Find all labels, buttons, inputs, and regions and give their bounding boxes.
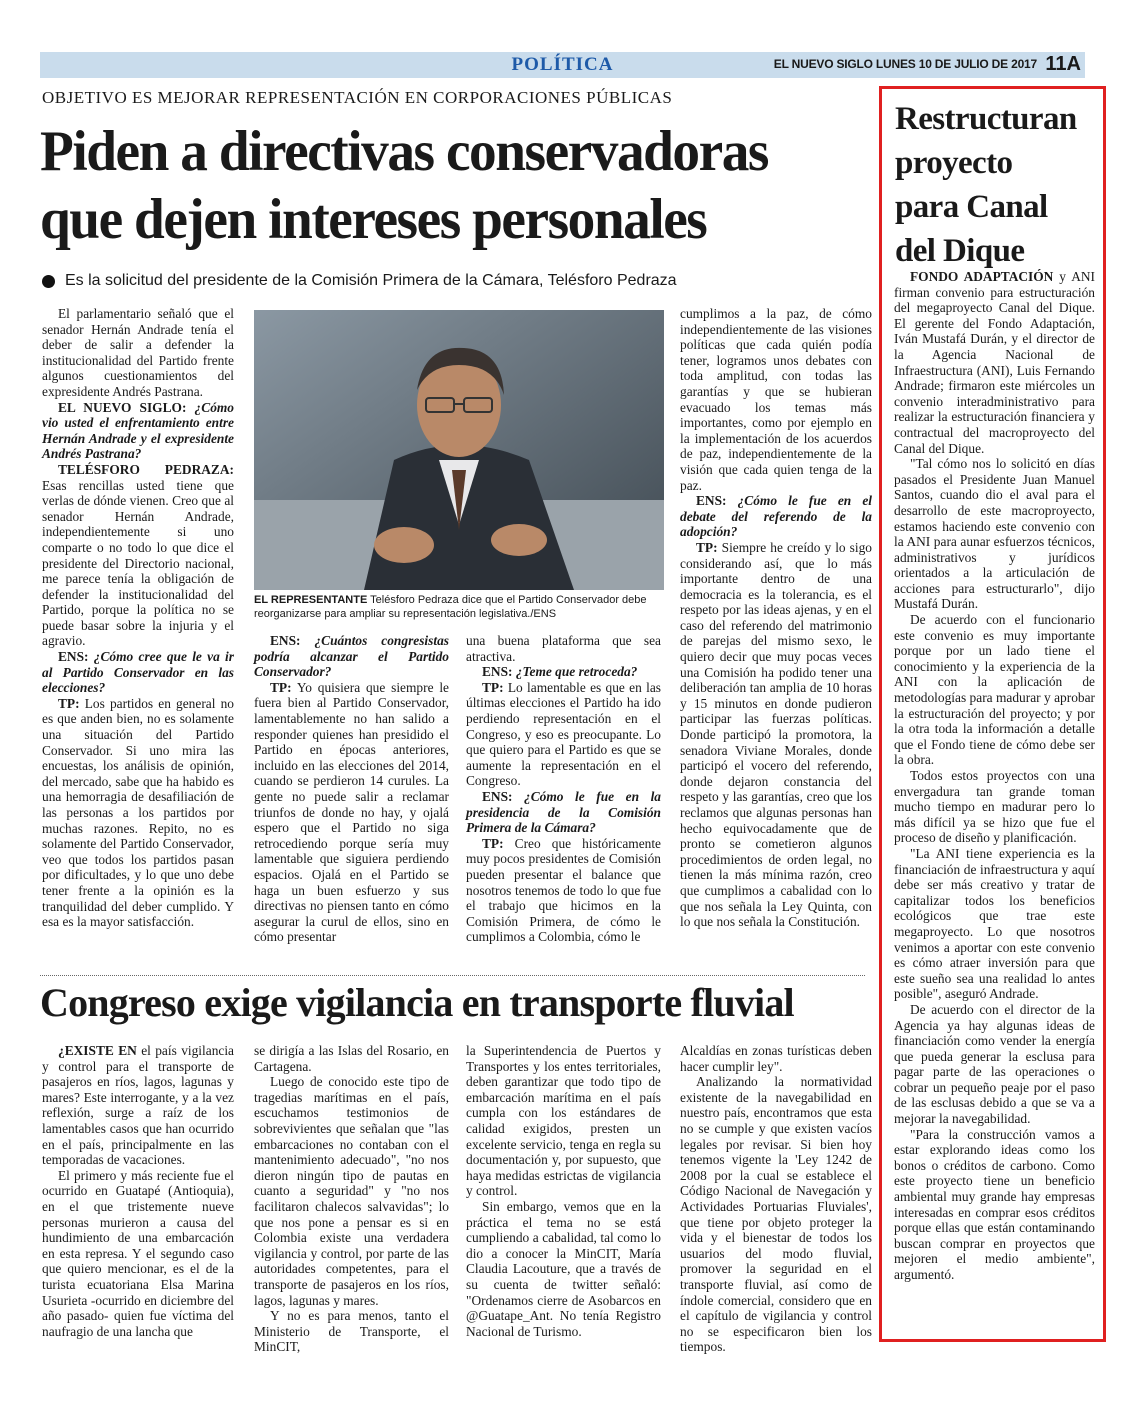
article-column-1 [42, 306, 234, 930]
speaker-label: ENS: [482, 788, 513, 804]
article-column-3 [466, 633, 661, 945]
headline-line-2: que dejen intereses personales [40, 188, 707, 251]
paragraph-text: y ANI firman convenio para estructuración del megaproyecto Canal del Dique. El gerente del Fondo Adaptación, Iván Mustafá Durán, y el director de la Agencia Nacional de Infraestructura (ANI), Luis Fernando Andrade; firmaron este miércoles un convenio interadministrativo para realizar la estructuración financiera y contractual del macroproyecto del Canal del Dique. [894, 269, 1096, 456]
paragraph [254, 1043, 449, 1074]
paragraph-text: Creo que históricamente muy pocos presidentes de Comisión pueden presentar el balance que nosotros tenemos de todo lo que fue el trabajo que hicimos en la Comisión Primera, de cómo le cumplimos a Colombia, cómo le [466, 835, 661, 945]
paragraph-text: Esas rencillas usted tiene que verlas de dónde vienen. Creo que al senador Hernán Andrade, independientemente si uno comparte o no todo lo que dice el presidente del Directorio nacional, me parece tenía la obligación de defender la institucionalidad del Partido, porque la política no se puede basar sobre la injuria y el agravio. [42, 477, 234, 649]
paragraph [466, 1199, 661, 1339]
article2-headline: Congreso exige vigilancia en transporte fluvial [40, 980, 794, 1025]
article-deck [42, 272, 677, 290]
paragraph [42, 1168, 234, 1340]
paragraph [42, 306, 234, 400]
speaker-label: ENS: [270, 633, 301, 648]
paragraph [894, 1002, 1095, 1127]
portrait-photo [254, 310, 664, 590]
speaker-label: ENS: [696, 493, 727, 509]
paragraph-text: Yo quisiera que siempre le fuera bien al Partido Conservador, lamentablemente no han salido a responder quienes han presidido el Partido en épocas anteriores, incluido en las elecciones del 2014, cuando se perdieron 14 curules. La gente no puede salir a reclamar triunfos de donde no hay, y ojalá espero que el Partido no siga retrocediendo porque sería muy lamentable que siguiera perdiendo espacios. Ojalá en el Partido se haga un buen esfuerzo y sus directivas no piensen tanto en cómo asegurar la curul de ellos, sino en cómo presentar [254, 679, 449, 945]
publication-dateline: EL NUEVO SIGLO LUNES 10 DE JULIO DE 2017 [773, 57, 1037, 71]
paragraph [680, 1043, 872, 1074]
paragraph-text: Y no es para menos, tanto el Ministerio de Transporte, el MinCIT, [254, 1308, 449, 1355]
sidebar-headline-line: para Canal [895, 189, 1048, 225]
paragraph [894, 269, 1095, 456]
question-text: ¿Cuántos congresistas podría alcanzar el Partido Conservador? [254, 633, 449, 680]
paragraph [894, 612, 1095, 768]
headline-line-1: Piden a directivas conservadoras [40, 120, 768, 183]
section-label: POLÍTICA [511, 54, 614, 75]
paragraph-text: Siempre he creído y lo sigo considerando así, que lo más importante dentro de una democracia es la tolerancia, es el respeto por las ideas ajenas, y en el caso del referendo del matrimonio de parejas del mismo sexo, le quiero decir que muy pocas veces una Comisión ha podido tener una deliberación tan amplia de 10 horas y 15 minutos en donde pudieron participar las fuerzas políticas. Donde participó la promotora, la senadora Viviane Morales, donde participó el vocero del referendo, donde dejaron constancia del respeto y las garantías, creo que los reclamos que algunas personas han hecho equivocadamente que de pronto se cometieron algunos procedimientos de orden legal, no tienen la más mínima razón, creo que cumplimos a cabalidad con lo que nos señala la Ley Quinta, con lo que nos señala la Constitución. [680, 539, 872, 930]
speaker-label: TP: [482, 679, 504, 695]
paragraph-text: una buena plataforma que sea atractiva. [466, 633, 661, 664]
paragraph [42, 649, 234, 696]
person-portrait-image [254, 310, 664, 590]
article2-column-2 [254, 1043, 449, 1355]
paragraph [894, 1127, 1095, 1283]
paragraph [894, 846, 1095, 1002]
question-text: ¿Cómo cree que le va ir al Partido Conservador en las elecciones? [42, 649, 234, 696]
paragraph-text: Sin embargo, vemos que en la práctica el tema no se está cumpliendo a cabalidad, tal como lo dio a conocer la MinCIT, María Claudia Lacouture, que a través de su cuenta de twitter señaló: "Ordenamos cierre de Asobarcos en @Guatape_Ant. No tenía Registro Nacional de Turismo. [466, 1198, 661, 1339]
caption-text: Telésforo Pedraza dice que el Partido Conservador debe reorganizarse para ampliar su representación legislativa./ENS [254, 594, 647, 620]
paragraph [680, 1074, 872, 1355]
paragraph-text: El parlamentario señaló que el senador Hernán Andrade tenía el deber de salir a defender la institucionalidad del Partido frente algunos cuestionamientos del expresidente Andrés Pastrana. [42, 306, 234, 399]
paragraph [680, 540, 872, 930]
article-kicker: OBJETIVO ES MEJORAR REPRESENTACIÓN EN CORPORACIONES PÚBLICAS [42, 88, 673, 107]
paragraph [254, 1308, 449, 1355]
paragraph-text: Los partidos en general no es que anden bien, no es solamente una situación del Partido Conservador. Si uno mira las encuestas, los análisis de opinión, del mercado, sabe que ha habido es una hemorragia de desafiliación de las personas a los partidos por muchas razones. Repito, no es solamente del Partido Conservador, veo que todos los partidos pasan por dificultades, y lo que uno debe tener frente a la opinión es la tranquilidad del deber cumplido. Y esa es la mayor satisfacción. [42, 695, 234, 930]
paragraph-text: El primero y más reciente fue el ocurrido en Guatapé (Antioquia), en el que tristemente nueve personas murieron a causa del hundimiento de una embarcación en esta represa. Y el segundo caso que quiero mencionar, es el de la turista ecuatoriana Elsa Marina Usurieta -ocurrido en diciembre del año pasado- quien fue víctima del naufragio de una lancha que [42, 1167, 234, 1339]
paragraph [466, 836, 661, 945]
sidebar-headline-line: Restructuran [895, 101, 1077, 137]
deck-text: Es la solicitud del presidente de la Comisión Primera de la Cámara, Telésforo Pedraza [65, 272, 677, 289]
paragraph [894, 768, 1095, 846]
article-column-4 [680, 306, 872, 930]
speaker-label: ¿EXISTE EN [58, 1043, 137, 1058]
paragraph-text: Lo lamentable es que en las últimas elecciones el Partido ha ido perdiendo representación en el Congreso, y eso es preocupante. Lo que quiero para el Partido es que se aumente la representación en el Congreso. [466, 679, 661, 789]
paragraph [466, 789, 661, 836]
sidebar-headline [895, 97, 1095, 273]
paragraph-text: "Tal cómo nos lo solicitó en días pasados el Presidente Juan Manuel Santos, cuando dio el aval para el desarrollo de este macroproyecto, estamos haciendo este convenio con la ANI para aunar esfuerzos técnicos, administrativos y jurídicos orientados a la articulación de acciones para estructurarlo", dijo Mustafá Durán. [894, 456, 1095, 612]
speaker-label: ENS: [482, 664, 513, 680]
paragraph-text: el país vigilancia y control para el transporte de pasajeros en ríos, lagos, lagunas y mares? Este interrogante, y a la vez reflexión, surge a raíz de los lamentables casos que han ocurrido en el país, principalmente en las temporadas de vacaciones. [42, 1043, 234, 1168]
paragraph [254, 1074, 449, 1308]
question-text: ¿Cómo le fue en el debate del referendo de la adopción? [680, 493, 872, 540]
paragraph [894, 456, 1095, 612]
paragraph-text: la Superintendencia de Puertos y Transportes y los entes territoriales, deben garantizar que todo tipo de embarcación marítima en el país cumpla con los estándares de calidad exigidos, presten un excelente servicio, tenga en regla su documentación y, por supuesto, que haya medidas estrictas de vigilancia y control. [466, 1043, 661, 1199]
article-column-2 [254, 633, 449, 945]
paragraph-text: Analizando la normatividad existente de la navegabilidad en nuestro país, encontramos que esta no se cumple y que existen vacíos legales por revisar. Si bien hoy tenemos vigente la 'Ley 1242 de 2008 por la cual se establece el Código Nacional de Navegación y Actividades Portuarias Fluviales', que tiene por objeto proteger la vida y el bienestar de todos los usuarios del modo fluvial, promover la seguridad en el transporte fluvial, así como de índole comercial, considero que en el capítulo de vigilancia y control no se especificaron bien los tiempos. [680, 1074, 872, 1355]
paragraph-text: cumplimos a la paz, de cómo independientemente de las visiones políticas que cada quién podía tener, logramos unos debates con toda amplitud, con todas las garantías y que se hubieran evacuado los temas más importantes, como por ejemplo en la implementación de los acuerdos de paz, independientemente de la visión que cada quien tenga de la paz. [680, 306, 872, 493]
article2-column-4 [680, 1043, 872, 1355]
paragraph [42, 1043, 234, 1168]
question-text: ¿Teme que retroceda? [512, 664, 638, 680]
article-headline [40, 118, 835, 254]
page-header-bar [40, 52, 1085, 78]
paragraph [42, 696, 234, 930]
paragraph [466, 633, 661, 664]
article2-column-3 [466, 1043, 661, 1339]
paragraph-text: Alcaldías en zonas turísticas deben hacer cumplir ley". [680, 1043, 872, 1074]
paragraph-text: Todos estos proyectos con una envergadura tan grande toman mucho tiempo en madurar pero lo más difícil ya se hizo que fue el proceso de diseño y planificación. [894, 768, 1095, 846]
paragraph-text: Luego de conocido este tipo de tragedias marítimas en el país, escuchamos testimonios de sobrevivientes que señalan que "las embarcaciones no contaban con el mantenimiento adecuado", "no nos dieron ningún tipo de pautas en cuanto a seguridad" y "no nos facilitaron chalecos salvavidas"; lo que nos pone a pensar es si en Colombia existe una verdadera vigilancia y control, por parte de las autoridades competentes, para el transporte de pasajeros en los ríos, lagos, lagunas y mares. [254, 1074, 449, 1308]
paragraph [680, 493, 872, 540]
speaker-label: TP: [696, 539, 718, 555]
photo-caption [254, 593, 664, 621]
sidebar-headline-line: del Dique [895, 233, 1025, 269]
question-text: ¿Cómo le fue en la presidencia de la Comisión Primera de la Cámara? [466, 788, 661, 836]
paragraph-text: "Para la construcción vamos a estar explorando ideas como los bonos o créditos de carbono. Como este proyecto tiene un beneficio ambiental muy grande hay empresas interesadas en comprar esos créditos porque ellas que están contaminando buscan comprar en proyectos que mejoren el medio ambiente", argumentó. [894, 1126, 1095, 1282]
speaker-label: EL NUEVO SIGLO: [58, 399, 187, 415]
article2-column-1 [42, 1043, 234, 1339]
paragraph [254, 633, 449, 680]
question-text: ¿Cómo vio usted el enfrentamiento entre Hernán Andrade y el expresidente Andrés Pastrana? [42, 399, 234, 462]
paragraph-text: "La ANI tiene experiencia es la financiación de infraestructura y aquí debe ser más creativo y tratar de capitalizar todos los beneficios ecológicos que trae este megaproyecto. Lo que nosotros venimos a aportar con este convenio es cómo atraer inversión para que este sueño sea una realidad lo antes posible", aseguró Andrade. [894, 845, 1095, 1002]
sidebar-body [894, 269, 1095, 1283]
paragraph-text: De acuerdo con el director de la Agencia ya hay algunas ideas de financiación como vender la energía que pueda generar la esclusa para pagar parte de las operaciones o cobrar un pequeño peaje por el paso de las esclusas debido a que se va a mejorar la navegabilidad. [894, 1001, 1095, 1127]
caption-label: EL REPRESENTANTE [254, 594, 368, 606]
speaker-label: ENS: [58, 649, 89, 665]
paragraph-text: De acuerdo con el funcionario este convenio es muy importante porque por un lado tiene el conocimiento y la experiencia de la ANI con la aplicación de metodologías para madurar y aprobar la estructuración del proyecto; y por la otra toda la información a detalle que el Fondo tiene de cómo debe ser la obra. [894, 612, 1095, 768]
paragraph [42, 400, 234, 462]
speaker-label: TELÉSFORO PEDRAZA: [58, 461, 234, 477]
speaker-label: TP: [58, 695, 80, 711]
paragraph [466, 1043, 661, 1199]
paragraph [42, 462, 234, 649]
speaker-label: TP: [270, 679, 292, 695]
page-number: 11A [1045, 53, 1081, 75]
sidebar-headline-line: proyecto [895, 145, 1013, 181]
speaker-label: FONDO ADAPTACIÓN [910, 269, 1054, 284]
article-divider [40, 975, 865, 976]
paragraph [680, 306, 872, 493]
speaker-label: TP: [482, 835, 504, 851]
paragraph [466, 664, 661, 680]
paragraph [466, 680, 661, 789]
paragraph [254, 680, 449, 945]
sidebar-box [879, 86, 1106, 1342]
paragraph-text: se dirigía a las Islas del Rosario, en Cartagena. [254, 1043, 449, 1074]
bullet-icon [42, 275, 55, 288]
